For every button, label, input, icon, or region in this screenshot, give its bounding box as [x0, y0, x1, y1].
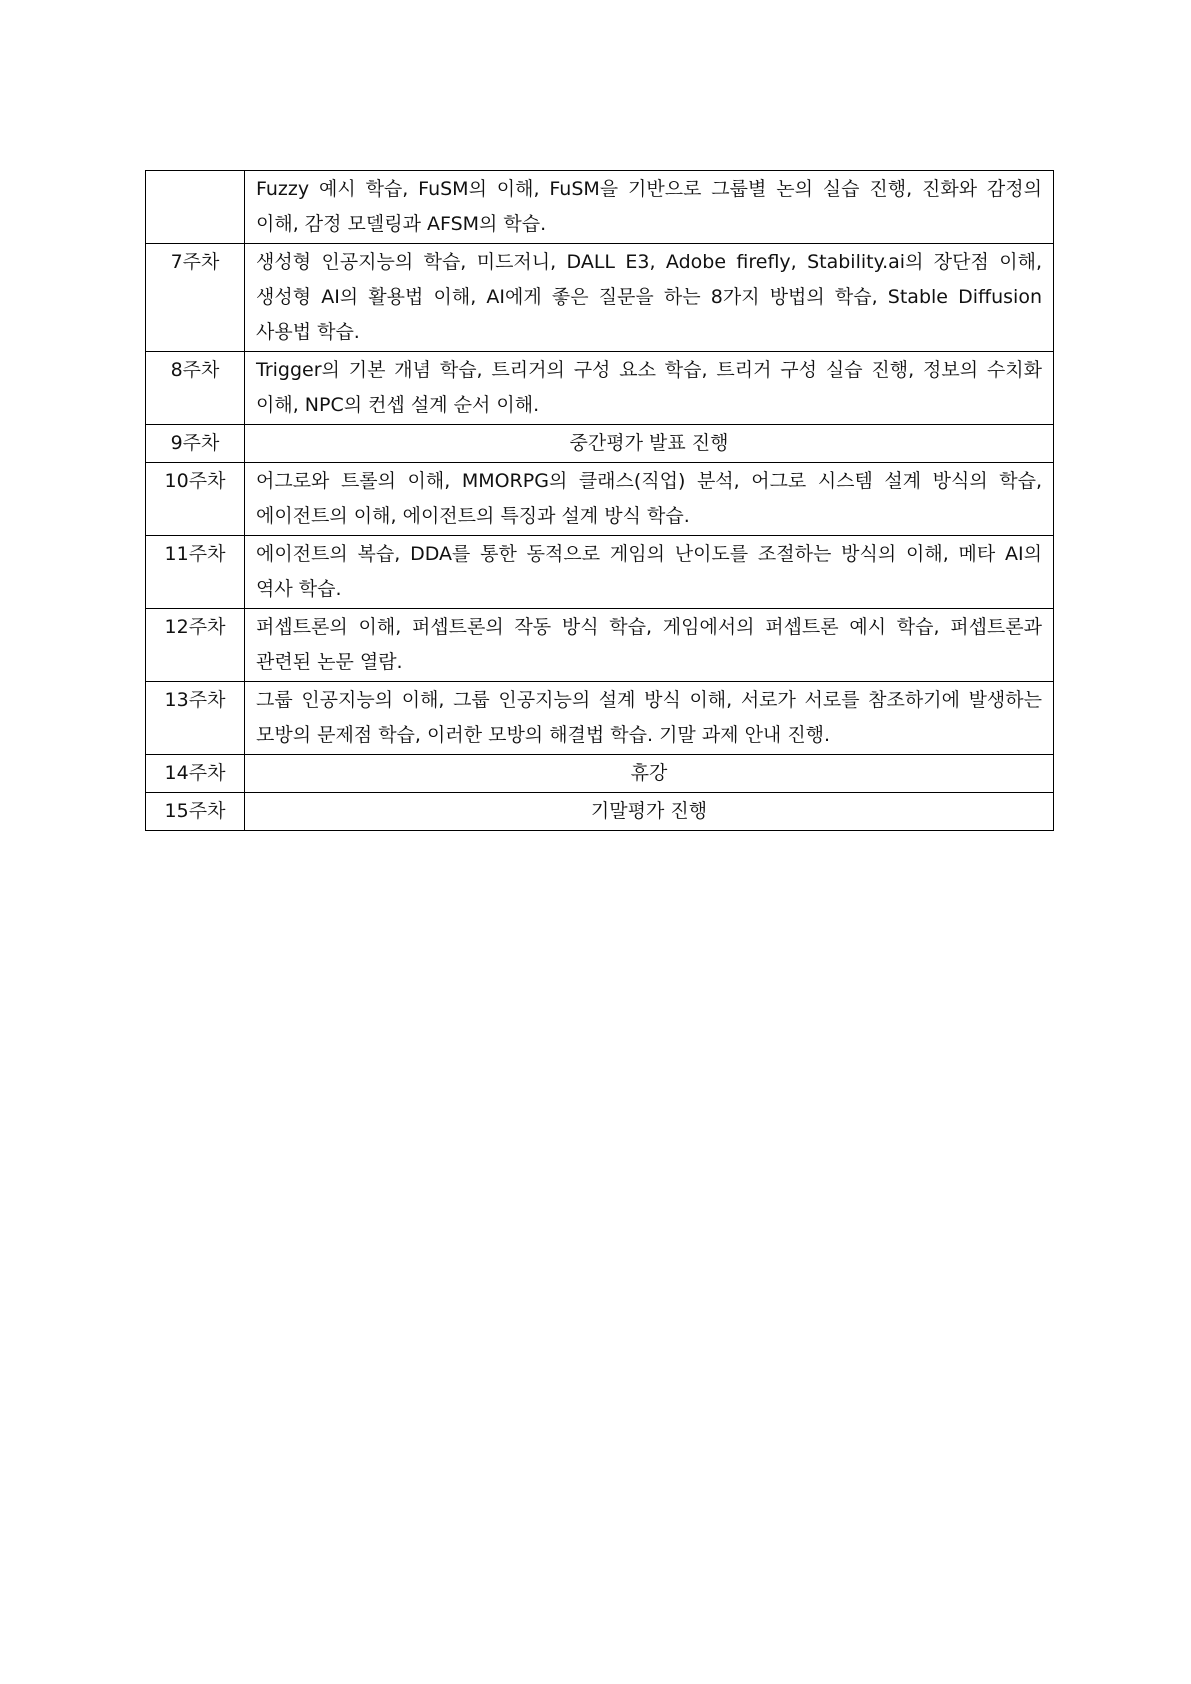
- content-cell: Fuzzy 예시 학습, FuSM의 이해, FuSM을 기반으로 그룹별 논의 실습 진행, 진화와 감정의 이해, 감정 모델링과 AFSM의 학습.: [245, 171, 1054, 244]
- table-row: [146, 463, 1054, 536]
- content-cell: 생성형 인공지능의 학습, 미드저니, DALL E3, Adobe firefly, Stability.ai의 장단점 이해, 생성형 AI의 활용법 이해, AI에게 좋은 질문을 하는 8가지 방법의 학습, Stable Diffusion 사용법 학습.: [245, 244, 1054, 352]
- content-cell: 그룹 인공지능의 이해, 그룹 인공지능의 설계 방식 이해, 서로가 서로를 참조하기에 발생하는 모방의 문제점 학습, 이러한 모방의 해결법 학습. 기말 과제 안내 진행.: [245, 682, 1054, 755]
- table-row: [146, 536, 1054, 609]
- content-cell: 기말평가 진행: [245, 793, 1054, 831]
- week-cell: 9주차: [146, 425, 245, 463]
- table-row: [146, 352, 1054, 425]
- content-cell: 어그로와 트롤의 이해, MMORPG의 클래스(직업) 분석, 어그로 시스템 설계 방식의 학습, 에이전트의 이해, 에이전트의 특징과 설계 방식 학습.: [245, 463, 1054, 536]
- week-cell: [146, 171, 245, 244]
- table-row: [146, 171, 1054, 244]
- table-row: [146, 425, 1054, 463]
- week-cell: 15주차: [146, 793, 245, 831]
- table-row: [146, 755, 1054, 793]
- week-cell: 7주차: [146, 244, 245, 352]
- week-cell: 8주차: [146, 352, 245, 425]
- table-row: [146, 682, 1054, 755]
- content-cell: Trigger의 기본 개념 학습, 트리거의 구성 요소 학습, 트리거 구성 실습 진행, 정보의 수치화 이해, NPC의 컨셉 설계 순서 이해.: [245, 352, 1054, 425]
- table-row: [146, 609, 1054, 682]
- week-cell: 10주차: [146, 463, 245, 536]
- content-cell: 중간평가 발표 진행: [245, 425, 1054, 463]
- week-cell: 11주차: [146, 536, 245, 609]
- table-row: [146, 793, 1054, 831]
- content-cell: 휴강: [245, 755, 1054, 793]
- week-cell: 14주차: [146, 755, 245, 793]
- week-cell: 13주차: [146, 682, 245, 755]
- content-cell: 에이전트의 복습, DDA를 통한 동적으로 게임의 난이도를 조절하는 방식의 이해, 메타 AI의 역사 학습.: [245, 536, 1054, 609]
- week-cell: 12주차: [146, 609, 245, 682]
- content-cell: 퍼셉트론의 이해, 퍼셉트론의 작동 방식 학습, 게임에서의 퍼셉트론 예시 학습, 퍼셉트론과 관련된 논문 열람.: [245, 609, 1054, 682]
- table-row: [146, 244, 1054, 352]
- course-schedule-table: [145, 170, 1054, 831]
